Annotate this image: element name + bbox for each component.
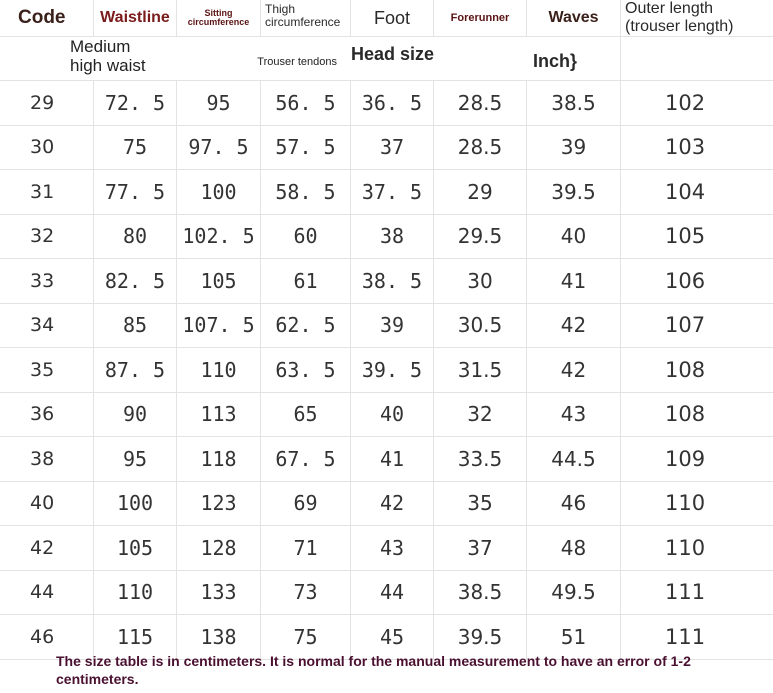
cell-foot: 41	[351, 437, 434, 482]
header-outer-line1: Outer length	[625, 0, 714, 17]
subheader-head-size: Head size	[351, 37, 527, 81]
cell-waves: 49.5	[527, 571, 621, 616]
cell-waistline: 90	[94, 393, 177, 438]
cell-forerunner: 28.5	[434, 126, 527, 171]
cell-foot: 37. 5	[351, 170, 434, 215]
cell-code: 42	[0, 526, 94, 571]
cell-thigh: 61	[261, 259, 351, 304]
cell-foot: 37	[351, 126, 434, 171]
cell-sitting: 118	[177, 437, 261, 482]
header-thigh-line2: circumference	[265, 15, 341, 29]
cell-waistline: 72. 5	[94, 81, 177, 126]
subheader-inch: Inch}	[527, 37, 621, 81]
header-sitting-circumference	[177, 0, 261, 37]
cell-code: 40	[0, 482, 94, 527]
cell-waistline: 95	[94, 437, 177, 482]
cell-waves: 39	[527, 126, 621, 171]
cell-thigh: 73	[261, 571, 351, 616]
cell-waves: 39.5	[527, 170, 621, 215]
cell-sitting: 138	[177, 615, 261, 660]
cell-thigh: 69	[261, 482, 351, 527]
cell-sitting: 97. 5	[177, 126, 261, 171]
cell-forerunner: 30	[434, 259, 527, 304]
subheader-empty	[621, 37, 773, 81]
subheader-trouser-tendons: Trouser tendons	[177, 37, 351, 81]
cell-thigh: 60	[261, 215, 351, 260]
cell-code: 36	[0, 393, 94, 438]
cell-sitting: 113	[177, 393, 261, 438]
header-outer-line2: (trouser length)	[625, 18, 734, 35]
cell-waves: 43	[527, 393, 621, 438]
cell-waistline: 75	[94, 126, 177, 171]
cell-waves: 46	[527, 482, 621, 527]
cell-forerunner: 39.5	[434, 615, 527, 660]
cell-waistline: 87. 5	[94, 348, 177, 393]
cell-code: 44	[0, 571, 94, 616]
cell-thigh: 75	[261, 615, 351, 660]
cell-thigh: 67. 5	[261, 437, 351, 482]
cell-waves: 51	[527, 615, 621, 660]
subheader-medium-line1: Medium	[70, 37, 131, 56]
cell-code: 38	[0, 437, 94, 482]
cell-outer-length: 102	[621, 81, 773, 126]
cell-code: 30	[0, 126, 94, 171]
cell-outer-length: 109	[621, 437, 773, 482]
cell-forerunner: 38.5	[434, 571, 527, 616]
cell-waves: 48	[527, 526, 621, 571]
cell-outer-length: 104	[621, 170, 773, 215]
header-foot: Foot	[351, 0, 434, 37]
cell-outer-length: 110	[621, 482, 773, 527]
cell-waves: 44.5	[527, 437, 621, 482]
cell-code: 31	[0, 170, 94, 215]
cell-foot: 39. 5	[351, 348, 434, 393]
cell-waistline: 110	[94, 571, 177, 616]
cell-thigh: 56. 5	[261, 81, 351, 126]
cell-forerunner: 31.5	[434, 348, 527, 393]
cell-thigh: 71	[261, 526, 351, 571]
cell-waistline: 100	[94, 482, 177, 527]
cell-sitting: 123	[177, 482, 261, 527]
cell-waistline: 82. 5	[94, 259, 177, 304]
cell-waves: 40	[527, 215, 621, 260]
cell-thigh: 65	[261, 393, 351, 438]
header-forerunner: Forerunner	[434, 0, 527, 37]
cell-foot: 38. 5	[351, 259, 434, 304]
size-footnote: The size table is in centimeters. It is normal for the manual measurement to have an error of 1-2 centimeters.	[56, 653, 691, 687]
cell-foot: 39	[351, 304, 434, 349]
cell-foot: 45	[351, 615, 434, 660]
cell-sitting: 128	[177, 526, 261, 571]
cell-sitting: 107. 5	[177, 304, 261, 349]
cell-foot: 40	[351, 393, 434, 438]
cell-waves: 42	[527, 348, 621, 393]
subheader-medium-line2: high waist	[70, 56, 146, 75]
cell-forerunner: 29	[434, 170, 527, 215]
cell-waistline: 85	[94, 304, 177, 349]
cell-sitting: 110	[177, 348, 261, 393]
cell-outer-length: 111	[621, 615, 773, 660]
cell-foot: 42	[351, 482, 434, 527]
cell-foot: 44	[351, 571, 434, 616]
cell-code: 29	[0, 81, 94, 126]
cell-code: 35	[0, 348, 94, 393]
cell-outer-length: 111	[621, 571, 773, 616]
header-waistline: Waistline	[94, 0, 177, 37]
cell-forerunner: 29.5	[434, 215, 527, 260]
cell-waistline: 115	[94, 615, 177, 660]
cell-foot: 43	[351, 526, 434, 571]
header-sitting-line2: circumference	[187, 17, 250, 27]
header-sitting-line1: Sitting	[204, 8, 233, 18]
cell-outer-length: 103	[621, 126, 773, 171]
cell-forerunner: 37	[434, 526, 527, 571]
cell-thigh: 57. 5	[261, 126, 351, 171]
cell-code: 34	[0, 304, 94, 349]
header-outer-length	[621, 0, 773, 37]
cell-code: 32	[0, 215, 94, 260]
subheader-medium-high-waist	[0, 37, 177, 81]
cell-sitting: 105	[177, 259, 261, 304]
cell-waistline: 80	[94, 215, 177, 260]
header-thigh-circumference	[261, 0, 351, 37]
cell-forerunner: 30.5	[434, 304, 527, 349]
cell-sitting: 100	[177, 170, 261, 215]
cell-outer-length: 105	[621, 215, 773, 260]
cell-forerunner: 35	[434, 482, 527, 527]
cell-thigh: 62. 5	[261, 304, 351, 349]
cell-thigh: 58. 5	[261, 170, 351, 215]
cell-outer-length: 106	[621, 259, 773, 304]
header-thigh-line1: Thigh	[265, 2, 296, 16]
cell-code: 46	[0, 615, 94, 660]
cell-outer-length: 107	[621, 304, 773, 349]
cell-outer-length: 110	[621, 526, 773, 571]
cell-sitting: 95	[177, 81, 261, 126]
cell-code: 33	[0, 259, 94, 304]
cell-sitting: 102. 5	[177, 215, 261, 260]
header-waves: Waves	[527, 0, 621, 37]
cell-waves: 42	[527, 304, 621, 349]
cell-waves: 38.5	[527, 81, 621, 126]
header-code: Code	[0, 0, 94, 37]
cell-outer-length: 108	[621, 348, 773, 393]
cell-foot: 38	[351, 215, 434, 260]
cell-waistline: 77. 5	[94, 170, 177, 215]
cell-forerunner: 28.5	[434, 81, 527, 126]
cell-outer-length: 108	[621, 393, 773, 438]
cell-sitting: 133	[177, 571, 261, 616]
cell-thigh: 63. 5	[261, 348, 351, 393]
cell-waistline: 105	[94, 526, 177, 571]
cell-waves: 41	[527, 259, 621, 304]
cell-forerunner: 32	[434, 393, 527, 438]
cell-foot: 36. 5	[351, 81, 434, 126]
cell-forerunner: 33.5	[434, 437, 527, 482]
